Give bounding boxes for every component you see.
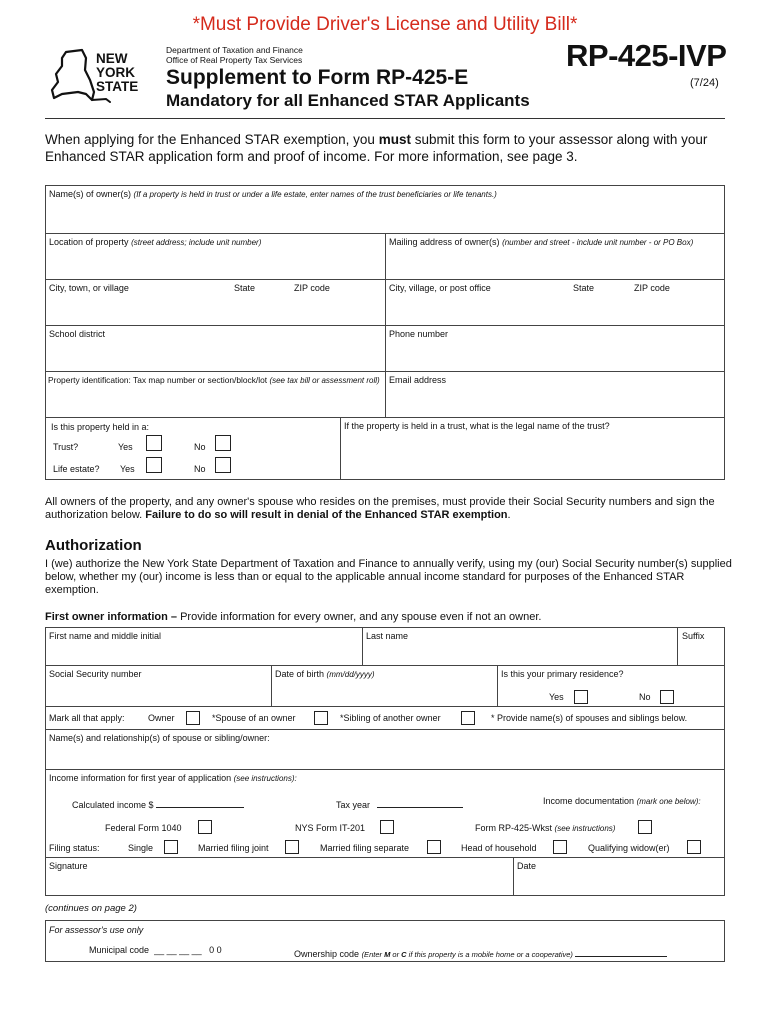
last-name-field[interactable] (362, 627, 678, 666)
logo-word-new: NEW (96, 51, 128, 66)
mark-all-row (45, 706, 725, 730)
date-label: Date (517, 861, 537, 871)
hoh-checkbox[interactable] (553, 840, 567, 854)
income-section (45, 769, 725, 858)
mfs-label: Married filing separate (320, 843, 410, 853)
primary-no-label: No (639, 692, 651, 702)
mailing-label (386, 234, 724, 251)
mailing-label-text: Mailing address of owner(s) (389, 237, 500, 247)
held-label: Is this property held in a: (51, 422, 150, 432)
mailing-hint: (number and street - include unit number - or PO Box) (502, 238, 694, 247)
spouse-sibling-note: * Provide name(s) of spouses and siblings below. (491, 713, 688, 723)
mfj-checkbox[interactable] (285, 840, 299, 854)
mailing-address-field[interactable] (385, 233, 725, 280)
owner-option-label: Owner (148, 713, 175, 723)
life-estate-label: Life estate? (53, 464, 100, 474)
income-label-text: Income information for first year of application (49, 773, 232, 783)
wkst-form-label (475, 823, 615, 834)
held-in-section (45, 417, 341, 480)
email-label: Email address (389, 375, 447, 385)
ssn-field[interactable] (45, 665, 272, 707)
income-doc-label (543, 796, 701, 807)
logo-word-york: YORK (96, 65, 136, 80)
fed-form-label: Federal Form 1040 (105, 823, 182, 833)
income-hint: (see instructions): (233, 774, 297, 783)
municipal-code-input[interactable]: __ __ __ __ (154, 945, 202, 955)
last-name-label: Last name (366, 631, 409, 641)
trust-no-label: No (194, 442, 206, 452)
ssn-notice-bold: Failure to do so will result in denial of the Enhanced STAR exemption (145, 509, 508, 521)
logo-wordmark (96, 52, 138, 94)
wkst-form-text: Form RP-425-Wkst (475, 823, 553, 833)
ssn-notice-end: . (507, 509, 511, 521)
propid-hint: (see tax bill or assessment roll) (269, 376, 380, 385)
form-revision: (7/24) (690, 77, 719, 89)
location-label (46, 234, 385, 251)
municipal-code-label: Municipal code (89, 945, 150, 955)
relationship-field[interactable] (45, 729, 725, 770)
trust-yes-checkbox[interactable] (146, 435, 162, 451)
filing-status-label: Filing status: (49, 843, 100, 853)
relationship-label: Name(s) and relationship(s) of spouse or sibling/owner: (49, 733, 270, 743)
signature-label: Signature (49, 861, 88, 871)
calc-income-input[interactable] (156, 796, 244, 808)
state-label: State (234, 283, 256, 293)
first-name-field[interactable] (45, 627, 363, 666)
intro-part-1: When applying for the Enhanced STAR exemption, you (45, 132, 379, 147)
wkst-form-checkbox[interactable] (638, 820, 652, 834)
form-title: Supplement to Form RP-425-E (166, 66, 469, 89)
propid-label-text: Property identification: Tax map number or section/block/lot (48, 375, 268, 385)
calc-income-label: Calculated income $ (72, 800, 154, 810)
intro-must: must (378, 132, 411, 147)
location-hint: (street address; include unit number) (131, 238, 262, 247)
spouse-checkbox[interactable] (314, 711, 328, 725)
single-label: Single (128, 843, 154, 853)
life-no-checkbox[interactable] (215, 457, 231, 473)
dob-field[interactable] (271, 665, 498, 707)
sibling-option-label: *Sibling of another owner (340, 713, 441, 723)
mfs-checkbox[interactable] (427, 840, 441, 854)
mailing-city-state-zip-field[interactable] (385, 279, 725, 326)
life-yes-checkbox[interactable] (146, 457, 162, 473)
first-owner-heading-rest: Provide information for every owner, and any spouse even if not an owner. (177, 611, 542, 623)
primary-yes-label: Yes (549, 692, 564, 702)
property-location-field[interactable] (45, 233, 386, 280)
ownership-code-row (294, 945, 667, 960)
dob-label-text: Date of birth (275, 669, 325, 679)
trust-yes-label: Yes (118, 442, 133, 452)
property-id-field[interactable] (45, 371, 386, 418)
city-state-zip-field[interactable] (45, 279, 386, 326)
ssn-label: Social Security number (49, 669, 142, 679)
owners-name-field[interactable] (45, 185, 725, 234)
zip2-label: ZIP code (634, 283, 670, 293)
primary-label: Is this your primary residence? (501, 669, 624, 679)
email-address-field[interactable] (385, 371, 725, 418)
ownership-m: M (384, 950, 391, 959)
ownership-code-input[interactable] (575, 945, 667, 957)
intro-text (45, 131, 735, 165)
authorization-heading: Authorization (45, 537, 142, 554)
owner-checkbox[interactable] (186, 711, 200, 725)
dept-line-1: Department of Taxation and Finance (166, 45, 303, 55)
trust-no-checkbox[interactable] (215, 435, 231, 451)
top-notice: *Must Provide Driver's License and Utility Bill* (192, 14, 578, 35)
nys-form-checkbox[interactable] (380, 820, 394, 834)
life-yes-label: Yes (120, 464, 135, 474)
mark-all-label: Mark all that apply: (49, 713, 125, 723)
qw-checkbox[interactable] (687, 840, 701, 854)
income-doc-label-text: Income documentation (543, 796, 635, 806)
continues-note: (continues on page 2) (45, 903, 137, 914)
owners-hint: (If a property is held in trust or under a life estate, enter names of the trust beneficiaries or life tenants.) (133, 190, 497, 199)
propid-label (46, 372, 385, 389)
ownership-hint-b: or (390, 950, 402, 959)
sibling-checkbox[interactable] (461, 711, 475, 725)
owners-label-text: Name(s) of owner(s) (49, 189, 132, 199)
wkst-hint: (see instructions) (554, 824, 616, 833)
assessor-use-box (45, 920, 725, 962)
mfj-label: Married filing joint (198, 843, 269, 853)
tax-year-input[interactable] (377, 796, 463, 808)
assessor-heading: For assessor's use only (49, 925, 144, 935)
authorization-text: I (we) authorize the New York State Department of Taxation and Finance to annually verify, using my (our) Social Security number(s) supplied below, whether my (our) income is less than or equal to the applicable annual income standard for purposes of the Enhanced STAR exemption. (45, 558, 732, 596)
department-heading (166, 45, 303, 65)
first-owner-heading (45, 611, 735, 624)
ownership-hint (362, 950, 573, 959)
single-checkbox[interactable] (164, 840, 178, 854)
form-number: RP-425-IVP (566, 38, 727, 73)
primary-no-checkbox[interactable] (660, 690, 674, 704)
income-label (49, 773, 297, 784)
municipal-code-suffix: 0 0 (209, 945, 222, 955)
zip-label: ZIP code (294, 283, 330, 293)
signature-field[interactable] (45, 857, 514, 896)
ownership-c: C (401, 950, 407, 959)
hoh-label: Head of household (461, 843, 537, 853)
form-subtitle: Mandatory for all Enhanced STAR Applicants (166, 91, 530, 110)
nys-form-label: NYS Form IT-201 (295, 823, 366, 833)
state2-label: State (573, 283, 595, 293)
tax-year-row (336, 796, 463, 811)
suffix-label: Suffix (682, 631, 705, 641)
owners-name-label (46, 186, 724, 203)
phone-label: Phone number (389, 329, 449, 339)
ownership-code-label: Ownership code (294, 949, 360, 959)
income-doc-hint: (mark one below): (636, 797, 701, 806)
nys-logo (48, 48, 146, 106)
dept-line-2: Office of Real Property Tax Services (166, 55, 303, 65)
city2-label: City, village, or post office (389, 283, 491, 293)
qw-label: Qualifying widow(er) (588, 843, 670, 853)
municipal-code-row (89, 945, 222, 956)
ownership-hint-c: if this property is a mobile home or a cooperative) (406, 950, 573, 959)
primary-residence-field (497, 665, 725, 707)
tax-year-label: Tax year (336, 800, 371, 810)
suffix-field[interactable] (677, 627, 725, 666)
trust-name-field[interactable] (340, 417, 725, 480)
ownership-hint-a: (Enter (361, 950, 385, 959)
primary-yes-checkbox[interactable] (574, 690, 588, 704)
intro-part-2: submit this form to your assessor along with your Enhanced STAR application form and proof of income. For more information, see page 3. (45, 132, 708, 164)
spouse-option-label: *Spouse of an owner (212, 713, 296, 723)
date-field[interactable] (513, 857, 725, 896)
location-label-text: Location of property (49, 237, 129, 247)
city-label: City, town, or village (49, 283, 129, 293)
fed-form-checkbox[interactable] (198, 820, 212, 834)
trust-name-label: If the property is held in a trust, what is the legal name of the trust? (344, 421, 610, 431)
ssn-notice-text: All owners of the property, and any owner's spouse who resides on the premises, must provide their Social Security numbers and sign the authorization below. (45, 496, 715, 521)
life-no-label: No (194, 464, 206, 474)
logo-word-state: STATE (96, 79, 139, 94)
school-label: School district (49, 329, 106, 339)
first-owner-heading-bold: First owner information – (45, 611, 178, 623)
calc-income-row (72, 796, 244, 811)
phone-number-field[interactable] (385, 325, 725, 372)
dob-hint: (mm/dd/yyyy) (326, 670, 375, 679)
ssn-notice (45, 496, 735, 522)
header-divider (45, 118, 725, 119)
school-district-field[interactable] (45, 325, 386, 372)
dob-label (272, 666, 497, 683)
first-name-label: First name and middle initial (49, 631, 162, 641)
trust-label: Trust? (53, 442, 79, 452)
